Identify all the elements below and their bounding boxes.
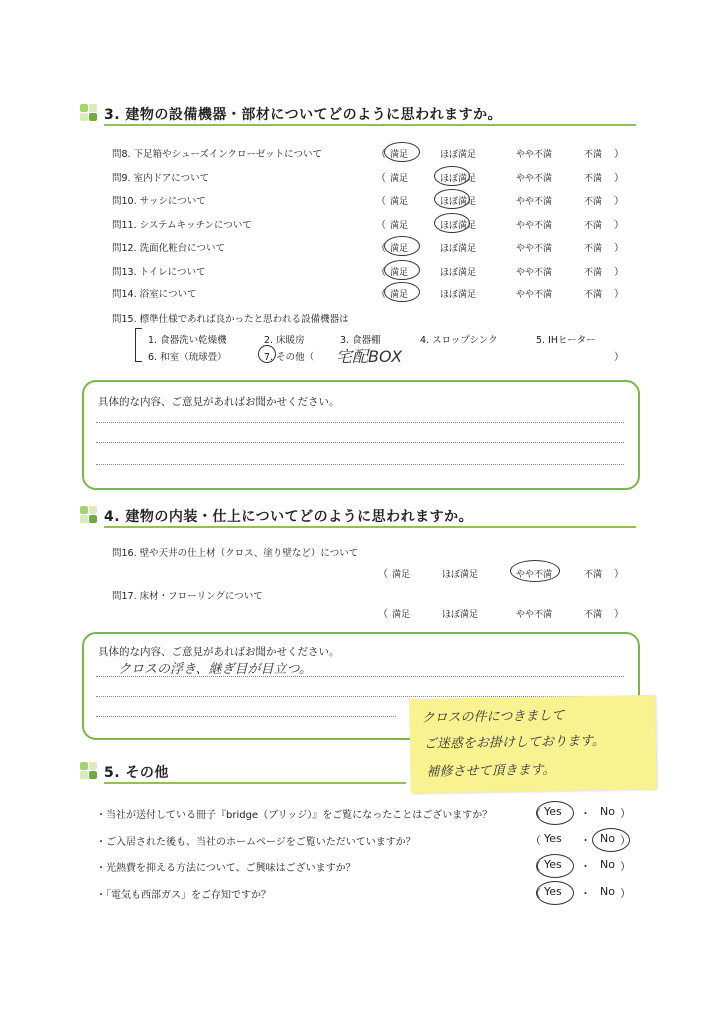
q3-row-label: 問14. 浴室について — [112, 289, 197, 300]
option-label[interactable]: 満足 — [390, 268, 409, 278]
q5-row-label: ・光熱費を抑える方法について、ご興味はございますか？ — [96, 863, 356, 874]
q3-row-label: 問8. 下足箱やシューズインクローゼットについて — [112, 149, 322, 160]
dot-separator: ・ — [580, 860, 591, 873]
option-label[interactable]: ほぼ満足 — [442, 610, 479, 620]
q5-row-label: ・ご入居された後も、当社のホームページをご覧いただいていますか？ — [96, 837, 416, 848]
option-label[interactable]: やや不満 — [516, 174, 553, 184]
selected-option-circle — [384, 236, 420, 256]
selected-option-circle — [434, 189, 470, 209]
selected-option-circle — [536, 854, 574, 878]
q15-item-3: 3. 食器棚 — [340, 335, 381, 346]
close-paren: ） — [614, 196, 624, 207]
comment-line — [96, 716, 396, 717]
selected-option-circle — [536, 881, 574, 905]
selected-option-circle — [384, 282, 420, 302]
option-label[interactable]: ほぼ満足 — [440, 197, 477, 207]
option-label[interactable]: 満足 — [390, 221, 409, 231]
q15-item-2: 2. 床暖房 — [264, 335, 305, 346]
option-label[interactable]: 不満 — [584, 570, 603, 580]
open-paren: （ — [376, 149, 386, 160]
sticky-line-3: 補修させて頂きます。 — [426, 762, 556, 780]
selected-option-circle — [384, 260, 420, 280]
q15-item-4: 4. スロップシンク — [420, 335, 498, 346]
q15-item-5: 5. IHヒーター — [536, 335, 596, 346]
option-label[interactable]: 不満 — [584, 197, 603, 207]
no-option[interactable]: No — [600, 805, 615, 818]
selected-option-circle — [434, 213, 470, 233]
open-paren: （ — [376, 173, 386, 184]
option-label[interactable]: 不満 — [584, 244, 603, 254]
option-label[interactable]: 満足 — [392, 570, 411, 580]
section-4-leaf-icon — [80, 506, 98, 524]
sticky-note — [409, 695, 657, 793]
no-option[interactable]: No — [600, 858, 615, 871]
no-option[interactable]: No — [600, 885, 615, 898]
q15-item-6: 6. 和室（琉球畳） — [148, 352, 227, 363]
option-label[interactable]: 満足 — [390, 150, 409, 160]
selected-option-circle — [384, 142, 420, 162]
close-paren: ） — [614, 289, 624, 300]
section-4-comment-label: 具体的な内容、ご意見があればお聞かせください。 — [98, 646, 340, 658]
option-label[interactable]: 満足 — [392, 610, 411, 620]
close-paren: ） — [614, 569, 624, 580]
paren-open: （ — [530, 860, 541, 873]
option-label[interactable]: ほぼ満足 — [440, 244, 477, 254]
section-4-rule — [104, 526, 636, 528]
close-paren: ） — [614, 220, 624, 231]
q5-row-label: ・当社が送付している冊子『bridge（ブリッジ）』をご覧になったことはございますか？ — [96, 810, 493, 821]
q3-row-label: 問9. 室内ドアについて — [112, 173, 210, 184]
option-label[interactable]: やや不満 — [516, 150, 553, 160]
section-5-title: 5. その他 — [104, 765, 169, 781]
option-label[interactable]: やや不満 — [516, 221, 553, 231]
option-label[interactable]: 不満 — [584, 610, 603, 620]
q15-item-7-circle — [258, 345, 276, 363]
section-4-handwritten-comment: クロスの浮き、継ぎ目が目立つ。 — [118, 662, 312, 677]
section-3-rule — [104, 124, 636, 126]
open-paren: （ — [376, 196, 386, 207]
selected-option-circle — [434, 166, 470, 186]
option-label[interactable]: やや不満 — [516, 290, 553, 300]
selected-option-circle — [592, 828, 630, 852]
no-option[interactable]: No — [600, 832, 615, 845]
q15-label: 問15. 標準仕様であれば良かったと思われる設備機器は — [112, 314, 349, 325]
option-label[interactable]: 満足 — [390, 244, 409, 254]
close-paren: ） — [614, 149, 624, 160]
selected-option-circle — [510, 560, 560, 582]
option-label[interactable]: ほぼ満足 — [440, 221, 477, 231]
dot-separator: ・ — [580, 807, 591, 820]
q15-item-7: 7. その他（ — [264, 352, 315, 363]
option-label[interactable]: 不満 — [584, 150, 603, 160]
paren-open: （ — [530, 834, 541, 847]
option-label[interactable]: やや不満 — [516, 268, 553, 278]
dot-separator: ・ — [580, 887, 591, 900]
close-paren: ） — [614, 173, 624, 184]
yes-option[interactable]: Yes — [544, 805, 562, 818]
q5-row-label: ・「電気も西部ガス」をご存知ですか？ — [96, 890, 271, 901]
option-label[interactable]: 不満 — [584, 268, 603, 278]
sticky-line-2: ご迷惑をお掛けしております。 — [423, 733, 606, 752]
comment-line — [96, 676, 624, 677]
option-label[interactable]: やや不満 — [516, 244, 553, 254]
section-3-comment-box — [82, 380, 640, 490]
option-label[interactable]: 満足 — [390, 174, 409, 184]
q3-row-label: 問11. システムキッチンについて — [112, 220, 252, 231]
option-label[interactable]: やや不満 — [516, 610, 553, 620]
yes-option[interactable]: Yes — [544, 832, 562, 845]
option-label[interactable]: 満足 — [390, 197, 409, 207]
option-label[interactable]: 不満 — [584, 174, 603, 184]
option-label[interactable]: ほぼ満足 — [440, 290, 477, 300]
q15-other-handwritten: 宅配BOX — [336, 347, 403, 366]
yes-option[interactable]: Yes — [544, 885, 562, 898]
section-3-comment-label: 具体的な内容、ご意見があればお聞かせください。 — [98, 396, 340, 408]
comment-line — [96, 442, 624, 443]
section-3-title: 3. 建物の設備機器・部材についてどのように思われますか。 — [104, 107, 503, 123]
paren-open: （ — [530, 807, 541, 820]
open-paren: （ — [378, 569, 388, 580]
open-paren: （ — [376, 243, 386, 254]
paren-close: ） — [620, 834, 631, 847]
section-4-title: 4. 建物の内装・仕上についてどのように思われますか。 — [104, 509, 474, 525]
option-label[interactable]: 満足 — [390, 290, 409, 300]
open-paren: （ — [376, 289, 386, 300]
open-paren: （ — [378, 609, 388, 620]
paren-close: ） — [620, 860, 631, 873]
section-5-leaf-icon — [80, 762, 98, 780]
q15-bracket-left — [135, 328, 142, 362]
q3-row-label: 問10. サッシについて — [112, 196, 206, 207]
option-label[interactable]: やや不満 — [516, 197, 553, 207]
option-label[interactable]: 不満 — [584, 290, 603, 300]
paren-close: ） — [620, 887, 631, 900]
selected-option-circle — [536, 801, 574, 825]
close-paren: ） — [614, 267, 624, 278]
option-label[interactable]: ほぼ満足 — [440, 150, 477, 160]
paren-close: ） — [620, 807, 631, 820]
q15-close-paren: ） — [614, 352, 624, 363]
open-paren: （ — [376, 267, 386, 278]
section-3-leaf-icon — [80, 104, 98, 122]
q4-row-label: 問17. 床材・フローリングについて — [112, 591, 263, 602]
paren-open: （ — [530, 887, 541, 900]
q4-row-label: 問16. 壁や天井の仕上材（クロス、塗り壁など）について — [112, 548, 359, 559]
open-paren: （ — [376, 220, 386, 231]
comment-line — [96, 464, 624, 465]
dot-separator: ・ — [580, 834, 591, 847]
option-label[interactable]: ほぼ満足 — [442, 570, 479, 580]
yes-option[interactable]: Yes — [544, 858, 562, 871]
option-label[interactable]: やや不満 — [516, 570, 553, 580]
sticky-line-1: クロスの件につきまして — [421, 708, 565, 726]
close-paren: ） — [614, 609, 624, 620]
q3-row-label: 問13. トイレについて — [112, 267, 206, 278]
section-5-rule — [104, 782, 406, 784]
q15-item-1: 1. 食器洗い乾燥機 — [148, 335, 227, 346]
comment-line — [96, 422, 624, 423]
option-label[interactable]: 不満 — [584, 221, 603, 231]
close-paren: ） — [614, 243, 624, 254]
q3-row-label: 問12. 洗面化粧台について — [112, 243, 225, 254]
option-label[interactable]: ほぼ満足 — [440, 268, 477, 278]
option-label[interactable]: ほぼ満足 — [440, 174, 477, 184]
